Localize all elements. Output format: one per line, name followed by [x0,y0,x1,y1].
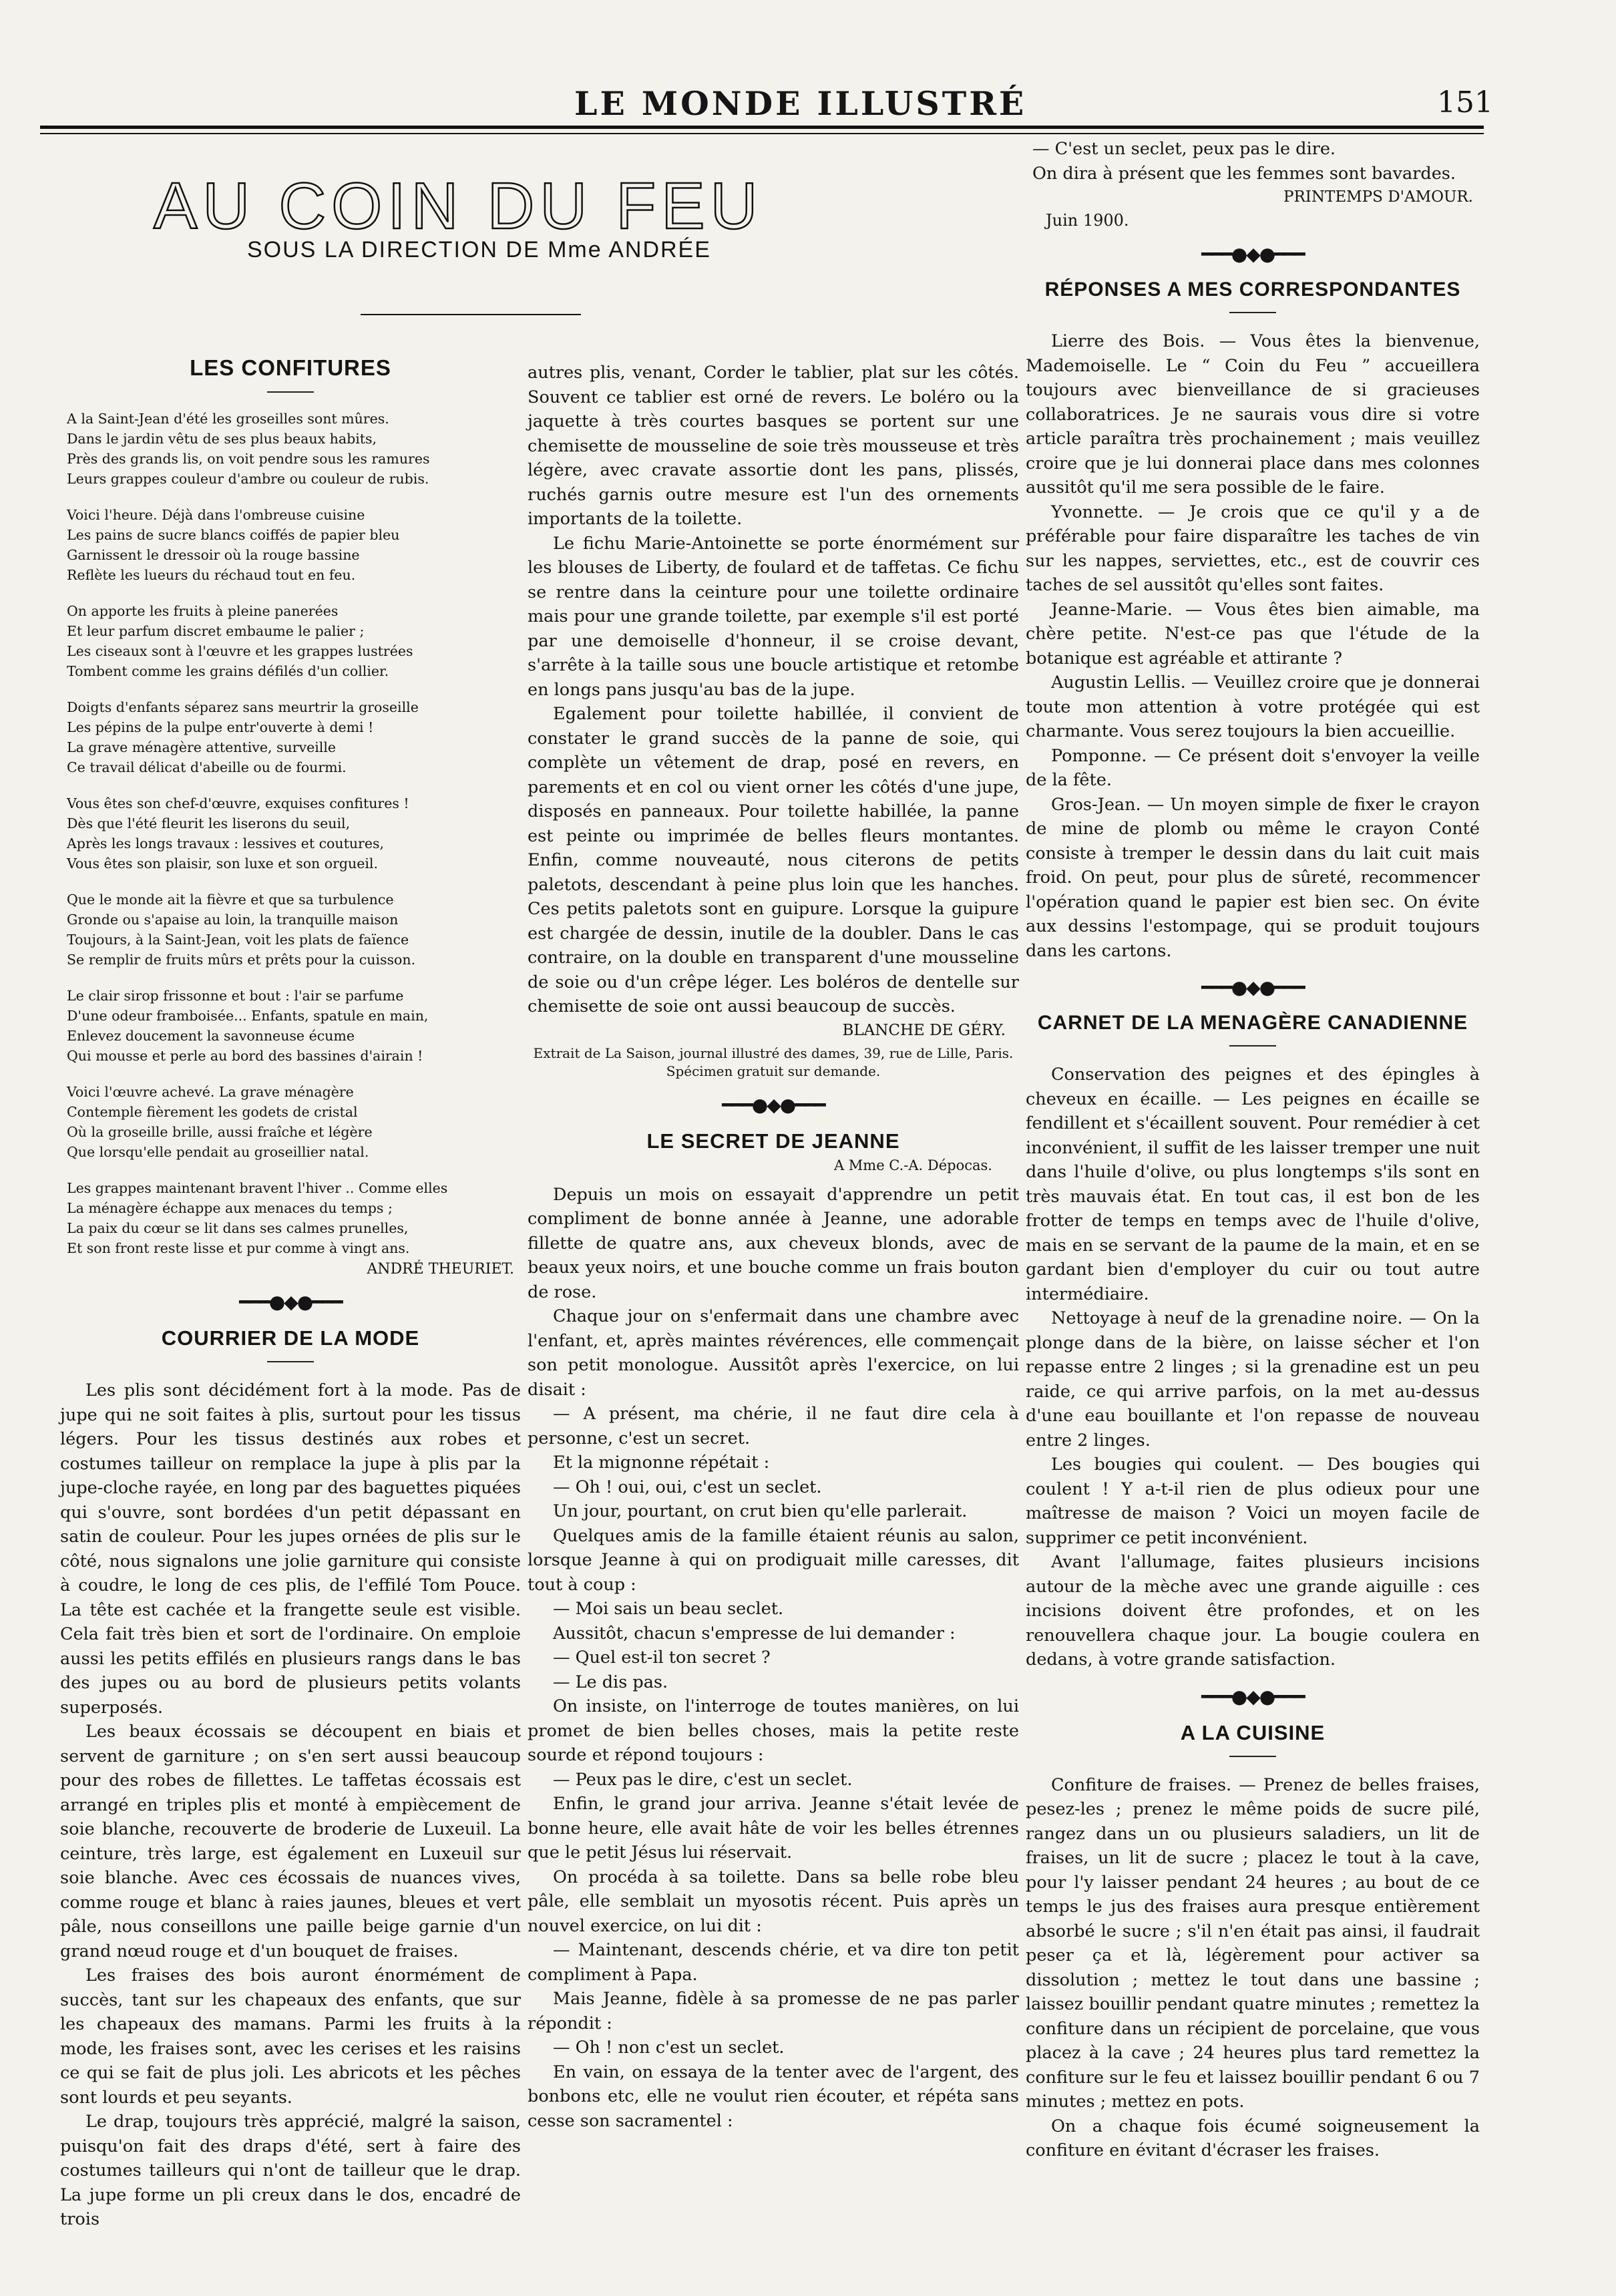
mode-author: BLANCHE DE GÉRY. [842,1021,1006,1039]
paragraph: Yvonnette. — Je crois que ce qu'il y a de préférable pour faire disparaître les taches de vin sur les nappes, serviettes, etc., est de couvrir ces taches de sel aussitôt qu'elles sont faites. [1026,502,1480,595]
secret-heading: LE SECRET DE JEANNE [646,1129,900,1153]
stanza [67,890,521,970]
paragraph: Un jour, pourtant, on crut bien qu'elle parlerait. [553,1501,968,1521]
cuisine-heading: A LA CUISINE [1180,1720,1326,1744]
paragraph: Le fichu Marie-Antoinette se porte énormément sur les blouses de Liberty, de foulard et de taffetas. Ce fichu se rentre dans la ceinture pour une toilette ordinaire mais pour une grande toilette, par exemple s'il est porté par une demoiselle d'honneur, il se croise devant, s'arrête à la taille sous une boucle artistique et retombe en longs pans jusqu'au bas de la jupe. [528,533,1019,700]
paragraph: — Maintenant, descends chérie, et va dire ton petit compliment à Papa. [528,1940,1019,1985]
paragraph: — Oh ! oui, oui, c'est un seclet. [553,1477,822,1497]
poem-line: D'une odeur framboisée... Enfants, spatule en main, [67,1008,429,1024]
ornament-divider: ━━━●◆●━━━ [239,1291,342,1313]
poem-line: Que le monde ait la fièvre et que sa turbulence [67,892,394,908]
paragraph: autres plis, venant, Corder le tablier, plat sur les côtés. Souvent ce tablier est orné de revers. Le boléro ou la jaquette à très courtes basques se portent sur une chemisette de mousseline de soie très mousseuse et très légère, avec cravate assortie dont les pans, plissés, ruchés garnis outre mesure est l'un des ornements importants de la toilette. [528,363,1019,529]
poem-line: Doigts d'enfants séparez sans meurtrir la groseille [67,699,419,715]
stanza [67,697,521,777]
poem-line: Les grappes maintenant bravent l'hiver .. Comme elles [67,1180,448,1196]
heading-rule [267,391,314,393]
story-signature: PRINTEMPS D'AMOUR. [1283,188,1473,206]
poem-line: Dans le jardin vêtu de ses plus beaux habits, [67,431,377,447]
ornament-divider: ━━━●◆●━━━ [1201,243,1304,265]
title-rule [361,314,581,315]
paragraph: — Le dis pas. [553,1672,668,1692]
journal-title: LE MONDE ILLUSTRÉ [574,84,1027,123]
paragraph: Conservation des peignes et des épingles à cheveux en écaille. — Les peignes en écaille se fendillent et s'écaillent souvent. Pour remédier à cet inconvénient, il suffit de les laisser tremper une nuit dans l'huile d'olive, ou plus longtemps s'ils sont en très mauvais état. En tout cas, il est bon de les frotter de temps en temps avec de l'huile d'olive, mais en se servant de la paume de la main, et en se gardant bien d'employer du cuir ou tout autre intermédiaire. [1026,1065,1480,1304]
paragraph: Les beaux écossais se découpent en biais et servent de garniture ; on s'en sert aussi beaucoup pour des robes de fillettes. Le taffetas écossais est arrangé en triples plis et monté à empiècement de soie blanche, recouverte de broderie de Luxeuil. La ceinture, très large, est également en Luxeuil sur soie blanche. Avec ces écossais de nuances vives, comme rouge et blanc à raies jaunes, bleues et vert pâle, nous conseillons une paille beige garnie d'un grand nœud rouge et d'un bouquet de fraises. [60,1722,521,1961]
paragraph: On a chaque fois écumé soigneusement la confiture en évitant d'écraser les fraises. [1026,2116,1480,2160]
confitures-heading: LES CONFITURES [190,355,391,380]
paragraph: On procéda à sa toilette. Dans sa belle robe bleu pâle, elle semblait un myosotis récent. Puis après un nouvel exercice, on lui dit : [528,1867,1019,1936]
poem-line: On apporte les fruits à pleine panerées [67,603,339,619]
carnet-article [1026,1063,1480,1672]
heading-rule [267,1361,314,1362]
poem-line: Où la groseille brille, aussi fraîche et légère [67,1124,373,1140]
paragraph: Mais Jeanne, fidèle à sa promesse de ne pas parler répondit : [528,1989,1019,2034]
poem [60,409,521,1258]
middle-column [521,361,1019,2133]
paragraph: Pomponne. — Ce présent doit s'envoyer la veille de la fête. [1026,745,1480,790]
poem-line: Les ciseaux sont à l'œuvre et les grappes lustrées [67,643,413,659]
masthead-rule-thin [40,133,1484,134]
poem-line: Dès que l'été fleurit les liserons du seuil, [67,815,351,831]
story-line: On dira à présent que les femmes sont bavardes. [1032,163,1456,184]
paragraph: — A présent, ma chérie, il ne faut dire cela à personne, c'est un secret. [528,1404,1019,1449]
carnet-heading: CARNET DE LA MENAGÈRE CANADIENNE [1037,1012,1468,1034]
reponses-heading: RÉPONSES A MES CORRESPONDANTES [1044,278,1461,301]
poem-line: Vous êtes son chef-d'œuvre, exquises confitures ! [67,795,409,811]
poem-line: Le clair sirop frissonne et bout : l'air se parfume [67,988,404,1004]
paragraph: Egalement pour toilette habillée, il convient de constater le grand succès de la panne de soie, qui complète un vêtement de drap, posé en revers, en parements et en col ou vient orner les côtés d'une jupe, disposés en panneaux. Pour toilette habillée, la panne est peinte ou imprimée de belles fleurs montantes. Enfin, comme nouveauté, nous citerons de petits paletots, descendant à peine plus loin que les hanches. Ces petits paletots sont en guipure. Lorsque la guipure est chargée de dessin, inutile de la doubler. Dans le cas contraire, on la double en transparent d'une mousseline de soie ou d'un crêpe léger. Les boléros de dentelle sur chemisette de soie ont aussi beaucoup de succès. [528,704,1019,1016]
page-number: 151 [1437,85,1493,120]
paragraph: — Moi sais un beau seclet. [553,1599,784,1619]
poem-line: Gronde ou s'apaise au loin, la tranquille maison [67,912,399,928]
poem-line: Après les longs travaux : lessives et coutures, [67,835,385,851]
left-column [60,355,521,2232]
story-date: Juin 1900. [1046,211,1129,230]
ornament-divider: ━━━●◆●━━━ [1201,1685,1304,1708]
poem-line: Les pépins de la pulpe entr'ouverte à demi ! [67,719,374,735]
ornament-divider: ━━━●◆●━━━ [722,1093,825,1116]
stanza [67,601,521,681]
paragraph: Jeanne-Marie. — Vous êtes bien aimable, ma chère petite. N'est-ce pas que l'étude de la botanique est agréable et attirante ? [1026,599,1480,668]
paragraph: Enfin, le grand jour arriva. Jeanne s'était levée de bonne heure, elle avait hâte de voir les belles étrennes que le petit Jésus lui réservait. [528,1794,1019,1863]
stanza [67,1082,521,1162]
poem-line: Tombent comme les grains défilés d'un collier. [67,663,389,679]
poem-line: Leurs grappes couleur d'ambre ou couleur de rubis. [67,471,429,487]
stanza [67,986,521,1066]
story-ending [1032,137,1480,186]
paragraph: Chaque jour on s'enfermait dans une chambre avec l'enfant, et, après maintes révérences, elle commençait son petit monologue. Aussitôt après l'exercice, on lui disait : [528,1306,1019,1400]
poem-line: Voici l'heure. Déjà dans l'ombreuse cuisine [67,507,365,523]
stanza [67,505,521,585]
poem-author: ANDRÉ THEURIET. [367,1261,514,1278]
poem-line: Les pains de sucre blancs coiffés de papier bleu [67,527,400,543]
paragraph: Avant l'allumage, faites plusieurs incisions autour de la mèche avec une grande aiguille : ces incisions doivent être profondes, et on les renouvellera chaque jour. La bougie coulera en dedans, à votre grande satisfaction. [1026,1552,1480,1670]
poem-line: Qui mousse et perle au bord des bassines d'airain ! [67,1048,423,1064]
poem-line: Vous êtes son plaisir, son luxe et son orgueil. [67,855,378,872]
paragraph: Lierre des Bois. — Vous êtes la bienvenue, Mademoiselle. Le “ Coin du Feu ” accueillera toujours avec bienveillance de si gracieuses collaboratrices. Je ne saurais vous dire si votre article paraîtra très prochainement ; mais veuillez croire que je lui donnerai place dans mes colonnes aussitôt qu'il me sera possible de le faire. [1026,331,1480,498]
section-direction: SOUS LA DIRECTION DE Mme ANDRÉE [247,237,711,262]
poem-line: Ce travail délicat d'abeille ou de fourmi. [67,759,347,775]
masthead-rule [40,126,1484,129]
mode-credit: Extrait de La Saison, journal illustré des dames, 39, rue de Lille, Paris. Spécimen gratuit sur demande. [533,1044,1014,1079]
poem-line: Toujours, à la Saint-Jean, voit les plats de faïence [67,932,409,948]
poem-line: La paix du cœur se lit dans ses calmes prunelles, [67,1220,409,1236]
poem-line: La grave ménagère attentive, surveille [67,739,337,755]
heading-rule [1229,1045,1276,1046]
paragraph: Confiture de fraises. — Prenez de belles fraises, pesez-les ; prenez le même poids de sucre pilé, rangez dans un ou plusieurs saladiers, un lit de fraises, un lit de sucre ; placez le tout à la cave, pour l'y laisser pendant 24 heures ; au bout de ce temps le jus des fraises aura presque entièrement absorbé le sucre ; s'il n'en était pas ainsi, il faudrait peser ça et là, légèrement pour activer sa dissolution ; mettez le tout dans une bassine ; laissez bouillir pendant quatre minutes ; remettez la confiture dans un récipient de porcelaine, que vous placez à la cave ; 24 heures plus tard remettez la confiture sur le feu et laissez bouillir pendant 6 ou 7 minutes ; mettez en pots. [1026,1774,1480,2112]
paragraph: En vain, on essaya de la tenter avec de l'argent, des bonbons etc, elle ne voulut rien écouter, et répéta sans cesse son sacramentel : [528,2062,1019,2131]
paragraph: — Quel est-il ton secret ? [553,1648,771,1668]
poem-line: Contemple fièrement les godets de cristal [67,1104,358,1120]
poem-line: Près des grands lis, on voit pendre sous les ramures [67,451,430,467]
stanza [67,1178,521,1258]
paragraph: Quelques amis de la famille étaient réunis au salon, lorsque Jeanne à qui on prodiguait mille caresses, dit tout à coup : [528,1525,1019,1595]
stanza [67,793,521,874]
mode-article-left [60,1378,521,2232]
paragraph: Le drap, toujours très apprécié, malgré la saison, puisqu'on fait des draps d'été, sert à faire des costumes tailleurs qui n'ont de tailleur que le drap. La jupe forme un pli creux dans le dos, encadré de trois [60,2112,521,2229]
heading-rule [1229,1756,1276,1757]
paragraph: Les plis sont décidément fort à la mode. Pas de jupe qui ne soit faites à plis, surtout pour les tissus légers. Pour les tissus destinés aux robes et costumes tailleur on remplace la jupe à plis par la jupe-cloche rayée, en long par des baguettes piquées qui s'ouvre, sont bordées d'un petit dépassant en satin de couleur. Pour les jupes ornées de plis sur le côté, nous signalons une jolie garniture qui consiste à coudre, le long de ces plis, de l'effilé Tom Pouce. La tête est cachée et la frangette seule est visible. Cela fait très bien et sort de l'ordinaire. On emploie aussi les petits effilés en plusieurs rangs dans le bas des jupes ou au bord de plusieurs petits volants superposés. [60,1380,521,1718]
section-title: AU COIN DU FEU [154,169,763,242]
poem-line: Se remplir de fruits mûrs et prêts pour la cuisson. [67,952,416,968]
paragraph: On insiste, on l'interroge de toutes manières, on lui promet de bien belles choses, mais la petite reste sourde et répond toujours : [528,1696,1019,1765]
paragraph: Nettoyage à neuf de la grenadine noire. — On la plonge dans de la bière, on laisse sécher et l'on repasse entre 2 linges ; si la grenadine est un peu raide, ce qui arrive parfois, on la met au-dessus d'une eau bouillante et l'on repasse de nouveau entre 2 linges. [1026,1308,1480,1451]
poem-line: La ménagère échappe aux menaces du temps ; [67,1200,393,1216]
mode-heading: COURRIER DE LA MODE [161,1326,420,1350]
right-column [1012,137,1480,2163]
mode-article-middle [528,361,1019,1019]
story-line: — C'est un seclet, peux pas le dire. [1032,139,1336,159]
poem-line: Garnissent le dressoir où la rouge bassine [67,547,360,563]
secret-story [528,1183,1019,2134]
reponses-article [1026,329,1480,963]
poem-line: Voici l'œuvre achevé. La grave ménagère [67,1084,354,1100]
poem-line: Reflète les lueurs du réchaud tout en feu. [67,567,356,583]
paragraph: Depuis un mois on essayait d'apprendre un petit compliment de bonne année à Jeanne, une adorable fillette de quatre ans, aux cheveux blonds, avec de beaux yeux noirs, et une bouche comme un frais bouton de rose. [528,1184,1019,1302]
poem-line: Que lorsqu'elle pendait au groseillier natal. [67,1144,369,1160]
ornament-divider: ━━━●◆●━━━ [1201,976,1304,998]
secret-dedication: A Mme C.-A. Dépocas. [833,1157,992,1173]
paragraph: Aussitôt, chacun s'empresse de lui demander : [553,1623,956,1644]
paragraph: Les bougies qui coulent. — Des bougies qui coulent ! Y a-t-il rien de plus odieux pour une maîtresse de maison ? Voici un moyen facile de supprimer ce petit inconvénient. [1026,1455,1480,1548]
paragraph: — Peux pas le dire, c'est un seclet. [553,1769,853,1790]
poem-line: Et son front reste lisse et pur comme à vingt ans. [67,1240,410,1256]
paragraph: Les fraises des bois auront énormément de succès, tant sur les chapeaux des enfants, que sur les chapeaux des mamans. Parmi les fruits à la mode, les fraises sont, avec les cerises et les raisins ce qui se fait de plus joli. Les abricots et les pêches sont lourds et peu seyants. [60,1965,521,2108]
poem-line: A la Saint-Jean d'été les groseilles sont mûres. [67,411,389,427]
paragraph: — Oh ! non c'est un seclet. [553,2038,785,2058]
poem-line: Et leur parfum discret embaume le palier ; [67,623,365,639]
poem-line: Enlevez doucement la savonneuse écume [67,1028,355,1044]
paragraph: Gros-Jean. — Un moyen simple de fixer le crayon de mine de plomb ou même le crayon Conté consiste à tremper le dessin dans du lait cuit mais froid. On peut, pour plus de sûreté, recommencer l'opération quand le papier est bien sec. On évite aux dessins l'estompage, qui se produit toujours dans les cartons. [1026,794,1480,961]
cuisine-article [1026,1773,1480,2163]
paragraph: Et la mignonne répétait : [553,1453,770,1473]
stanza [67,409,521,489]
heading-rule [1229,312,1276,313]
paragraph: Augustin Lellis. — Veuillez croire que je donnerai toute mon attention à votre protégée qui est charmante. Vous serez toujours la bien accueillie. [1026,673,1480,741]
